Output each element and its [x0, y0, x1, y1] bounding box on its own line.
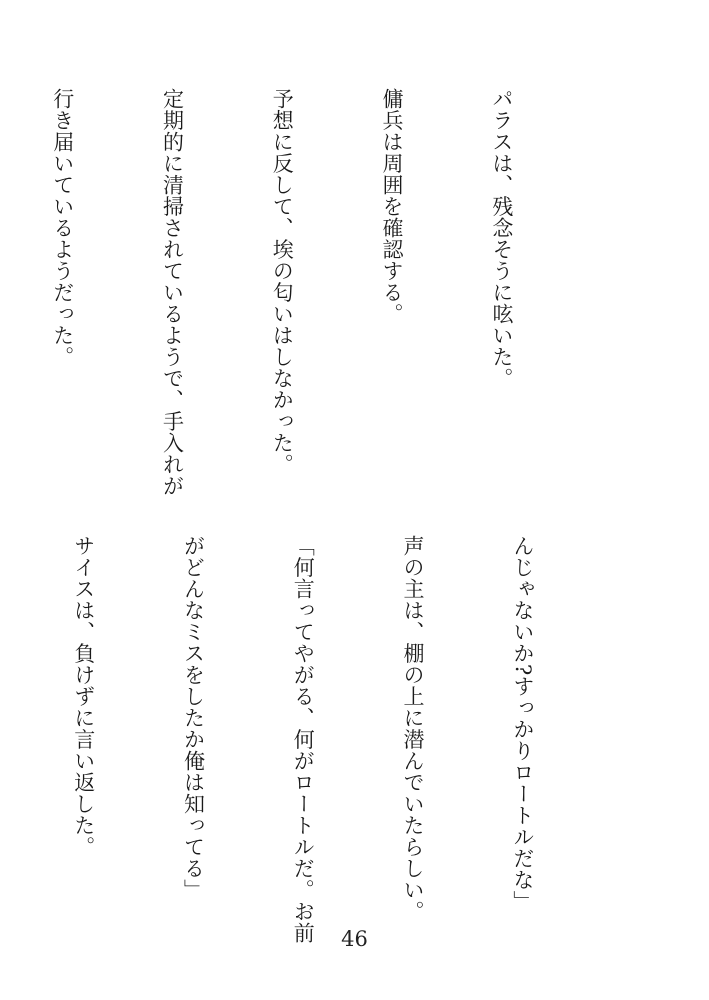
text-line: 傭兵は周囲を確認する。 [380, 88, 405, 325]
text-line: 「何言ってやがる、何がロートルだ。お前 [291, 535, 316, 944]
text-line: 定期的に清掃されているようで、手入れが [160, 88, 185, 497]
text-line: 声の主は、棚の上に潜んでいたらしい。 [401, 535, 426, 922]
text-block-top [0, 88, 593, 497]
text-line: がどんなミスをしたか俺は知ってる」 [181, 535, 206, 901]
text-line: 行き届いているようだった。 [50, 88, 75, 368]
text-line: んじゃないか?すっかりロートルだな」 [510, 535, 535, 913]
text-line: サイスは、負けずに言い返した。 [71, 535, 96, 858]
text-line: パラスは、残念そうに呟いた。 [489, 88, 514, 389]
text-line: 予想に反して、埃の匂いはしなかった。 [270, 88, 295, 475]
page-number: 46 [341, 927, 368, 951]
